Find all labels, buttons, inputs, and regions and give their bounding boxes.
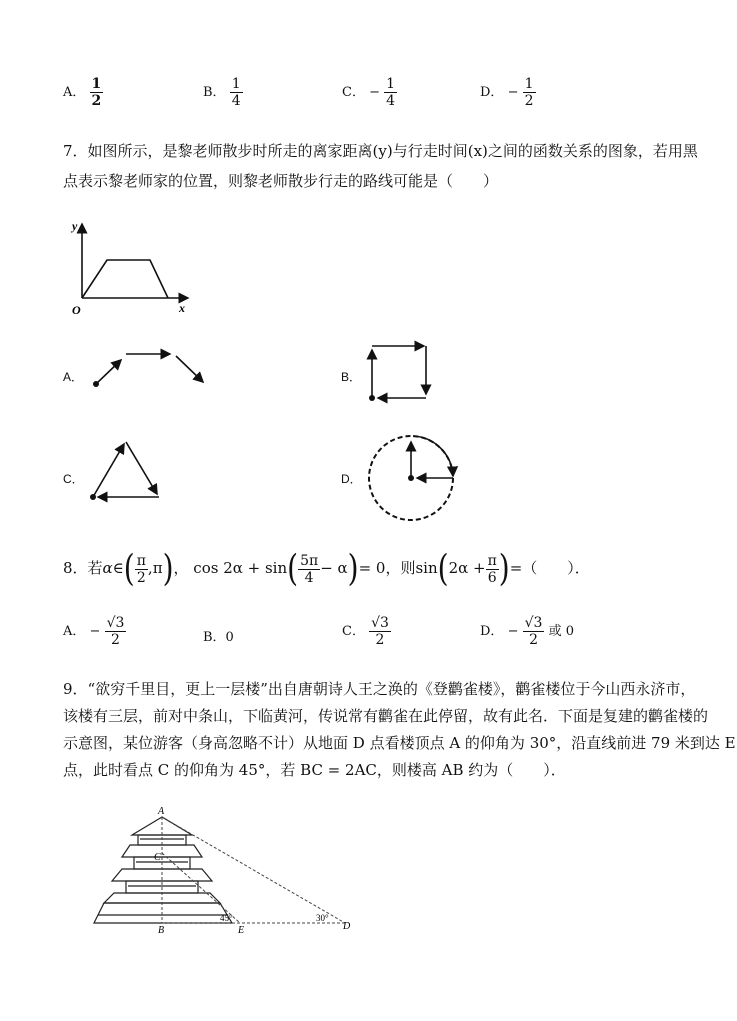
q8-prefix: 8．若 — [63, 559, 103, 577]
numerator: 1 — [524, 76, 534, 92]
paren-close: ) — [347, 546, 359, 590]
paren-open: ( — [123, 546, 135, 590]
fraction — [230, 76, 243, 109]
q7-option-a-route — [88, 348, 213, 393]
q9-line-2: 该楼有三层，前对中条山，下临黄河，传说常有鹳雀在此停留，故有此名．下面是复建的鹳雀楼的 — [63, 707, 709, 725]
q6-option-d — [480, 76, 536, 109]
q8-sin: sin — [415, 559, 438, 577]
fraction — [90, 76, 104, 109]
fraction — [486, 553, 499, 586]
q9-tower-figure — [90, 805, 370, 935]
option-label: A． — [63, 624, 86, 639]
minus-sign: − — [507, 85, 519, 100]
q6-option-c — [342, 76, 397, 109]
q8-tail: =（ ）． — [509, 559, 590, 577]
q6-option-a — [63, 76, 103, 109]
minus-sign: − — [507, 624, 519, 639]
q6-option-b — [203, 76, 243, 109]
point-D-label: D — [343, 921, 351, 932]
fraction — [523, 615, 545, 648]
numerator: 5π — [300, 552, 319, 569]
denominator: 6 — [487, 569, 497, 586]
q9-line-4: 点，此时看点 C 的仰角为 45°，若 BC = 2AC，则楼高 AB 约为（ ）． — [63, 761, 566, 779]
minus-sign: − — [89, 624, 101, 639]
origin-label: O — [72, 303, 81, 317]
x-axis-label: x — [179, 301, 185, 315]
numerator: π — [487, 552, 497, 569]
q8-option-d — [480, 615, 574, 648]
option-label: A． — [63, 85, 86, 100]
fraction — [384, 76, 397, 109]
denominator: 2 — [91, 93, 102, 109]
q8-pi: π — [152, 559, 163, 577]
denominator: 2 — [529, 632, 538, 648]
point-C-label: C — [154, 852, 161, 863]
fraction — [369, 615, 391, 648]
denominator: 2 — [524, 93, 534, 109]
y-axis-label: y — [72, 219, 78, 233]
q8-equals-zero: = 0，则 — [358, 559, 416, 577]
q7-option-d-route — [365, 432, 459, 526]
q7-option-c-route — [86, 436, 166, 504]
paren-open: ( — [437, 546, 449, 590]
option-label: C． — [342, 624, 365, 639]
point-E-label: E — [238, 925, 245, 935]
q7-distance-time-graph — [60, 218, 200, 318]
denominator: 4 — [304, 569, 314, 586]
angle-45-label: 45° — [220, 913, 233, 923]
numerator: 1 — [386, 76, 396, 92]
numerator: 1 — [231, 76, 241, 92]
q8-stem: 8．若α∈( $\frac{\pi}{2}$ ,π)， cos 2α + sin( $\frac{5\pi}{4}$ − α)= 0，则sin(2α + $\frac{\pi}{6}$ )=（ ）． — [63, 548, 590, 588]
fraction — [523, 76, 536, 109]
fraction — [135, 553, 148, 586]
tower-drawing — [94, 817, 232, 923]
option-label: B．0 — [203, 630, 234, 645]
numerator: π — [136, 552, 146, 569]
point-B-label: B — [158, 925, 165, 935]
q7-option-a-label: A． — [63, 370, 84, 384]
option-label: B． — [203, 85, 226, 100]
q9-line-1: 9．“欲穷千里目，更上一层楼”出自唐朝诗人王之涣的《登鹳雀楼》，鹳雀楼位于今山西永济市， — [63, 680, 696, 698]
option-suffix: 或 0 — [548, 624, 574, 639]
denominator: 4 — [386, 93, 396, 109]
q7-line-1: 7．如图所示，是黎老师散步时所走的离家距离(y)与行走时间(x)之间的函数关系的图象，若用黑 — [63, 142, 698, 160]
q7-option-d-label: D． — [341, 472, 362, 486]
paren-close: ) — [162, 546, 174, 590]
q8-alpha-in: α∈ — [102, 559, 124, 577]
option-label: D． — [480, 85, 504, 100]
graph-curve — [82, 260, 168, 298]
q7-line-2: 点表示黎老师家的位置，则黎老师散步行走的路线可能是（ ） — [63, 172, 499, 190]
paren-open: ( — [287, 546, 299, 590]
denominator: 4 — [231, 93, 241, 109]
numerator: 1 — [91, 76, 102, 92]
q8-option-c — [342, 615, 391, 648]
q8-option-b — [203, 626, 234, 645]
line-AD — [162, 817, 345, 923]
option-label: C． — [342, 85, 365, 100]
q7-option-b-route — [364, 340, 434, 405]
q8-minus-alpha: − α — [320, 559, 348, 577]
angle-30-label: 30° — [316, 913, 329, 923]
q8-condition: cos 2α + sin — [193, 559, 288, 577]
minus-sign: − — [369, 85, 380, 100]
option-label: D． — [480, 624, 504, 639]
denominator: 2 — [136, 569, 146, 586]
numerator: √3 — [106, 615, 125, 631]
denominator: 2 — [111, 632, 120, 648]
q8-option-a — [63, 615, 126, 648]
fraction — [105, 615, 127, 648]
q7-option-c-label: C． — [63, 472, 84, 486]
numerator: √3 — [371, 615, 389, 631]
numerator: √3 — [524, 615, 543, 631]
paren-close: ) — [498, 546, 510, 590]
q8-two-alpha-plus: 2α + — [448, 559, 486, 577]
fraction — [298, 553, 320, 586]
q7-option-b-label: B． — [341, 370, 362, 384]
denominator: 2 — [375, 632, 385, 648]
q9-line-3: 示意图，某位游客（身高忽略不计）从地面 D 点看楼顶点 A 的仰角为 30°，沿直线前进 79 米到达 E — [63, 734, 736, 752]
point-A-label: A — [158, 806, 165, 817]
